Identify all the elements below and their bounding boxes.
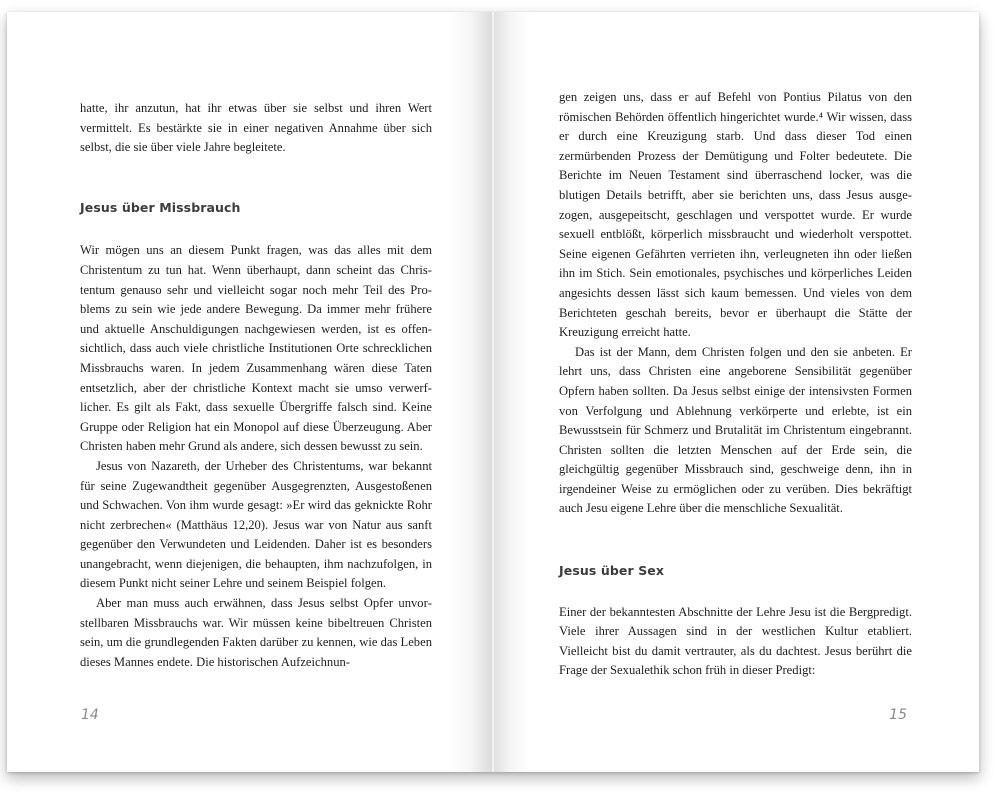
section-heading: Jesus über Sex [559,563,665,579]
page-number: 14 [81,707,99,723]
paragraph: gen zeigen uns, dass er auf Befehl von Pontius Pilatus von den römischen Behörden öffentlich hingerichtet wurde.⁴ Wir wissen, dass er durch eine Kreuzigung starb. Und dass dieser Tod einen zermürbenden Prozess der Demütigung und Folter bedeutete. Die Berichte im Neuen Testament sind überraschend locker, was die blutigen Details betrifft, aber sie berichten uns, dass Jesus ausgezogen, ausgepeitscht, geschlagen und verspottet wurde. Er wurde sexuell entblößt, körperlich missbraucht und wiederholt verspottet. Seine eigenen Gefährten verrieten ihn, verleugneten ihn oder ließen ihn im Stich. Sein emotionales, psychisches und körperliches Leiden angesichts dessen lässt sich kaum bemessen. Und vieles von dem Berichteten geschah bereits, bevor er überhaupt die Stätte der Kreuzigung erreicht hatte. [559,90,912,340]
left-page-text [80,99,432,672]
section-heading: Jesus über Missbrauch [80,199,241,215]
paragraph: Jesus von Nazareth, der Urheber des Christentums, war bekannt für seine Zugewandtheit gegenüber Ausgegrenzten, Ausgestoßenen und Schwachen. Von ihm wurde gesagt: »Er wird das geknickte Rohr nicht zerbrechen« (Matthäus 12,20). Jesus war von Natur aus sanft gegenüber den Verwundeten und Leidenden. Daher ist es besonders unangebracht, wenn diejenigen, die behaupten, ihm nachzufolgen, in diesem Punkt nicht seiner Lehre und seinem Beispiel folgen. [80,458,432,591]
paragraph: Einer der bekanntesten Abschnitte der Lehre Jesu ist die Bergpredigt. Viele ihrer Aussagen sind in der westlichen Kultur etabliert. Vielleicht bist du damit vertrauter, als du dachtest. Jesus berührt die Frage der Sexualethik schon früh in dieser Predigt: [559,604,912,678]
paragraph: hatte, ihr anzutun, hat ihr etwas über sie selbst und ihren Wert vermittelt. Es bestärkte sie in einer negativen Annahme über sich selbst, die sie über viele Jahre begleitete. [80,101,432,155]
right-page-text [559,88,912,681]
gutter-shadow [446,12,492,772]
paragraph: Das ist der Mann, dem Christen folgen und den sie anbeten. Er lehrt uns, dass Christen eine angeborene Sensibilität gegenüber Opfern haben sollten. Da Jesus selbst einige der intensivsten Formen von Verfolgung und Ablehnung verkörperte und erlebte, ist ein Bewusstsein für Schmerz und Brutalität im Christentum eingebrannt. Christen sollten die letzten Menschen auf der Erde sein, die gleichgültig gegenüber Missbrauch sind, geschweige denn, ihn in irgendeiner Weise zu ermöglichen oder zu verüben. Dies bekräftigt auch Jesu eigene Lehre über die menschliche Sexualität. [559,344,912,516]
left-page [7,12,492,772]
right-page [494,12,979,772]
gutter-shadow [494,12,530,772]
book-spread [7,12,979,772]
page-number: 15 [889,707,907,723]
paragraph: Wir mögen uns an diesem Punkt fragen, was das alles mit dem Christentum zu tun hat. Wenn überhaupt, dann scheint das Christentum genauso sehr und vielleicht sogar noch mehr Teil des Problems zu sein wie jede andere Bewegung. Da immer mehr frühere und aktuelle Anschuldigungen nachgewiesen werden, ist es offensichtlich, dass auch viele christliche Institutionen Orte schrecklichen Missbrauchs waren. In jedem Zusammenhang wären diese Taten entsetzlich, aber der christliche Kontext macht sie umso verwerflicher. Es gilt als Fakt, dass sexuelle Übergriffe falsch sind. Keine Gruppe oder Religion hat ein Monopol auf diese Überzeugung. Aber Christen haben mehr Grund als andere, sich dessen bewusst zu sein. [80,243,432,454]
paragraph: Aber man muss auch erwähnen, dass Jesus selbst Opfer unvorstellbaren Missbrauchs war. Wir müssen keine bibeltreuen Christen sein, um die grundlegenden Fakten darüber zu kennen, wie das Leben dieses Mannes endete. Die historischen Aufzeichnun- [80,596,432,669]
